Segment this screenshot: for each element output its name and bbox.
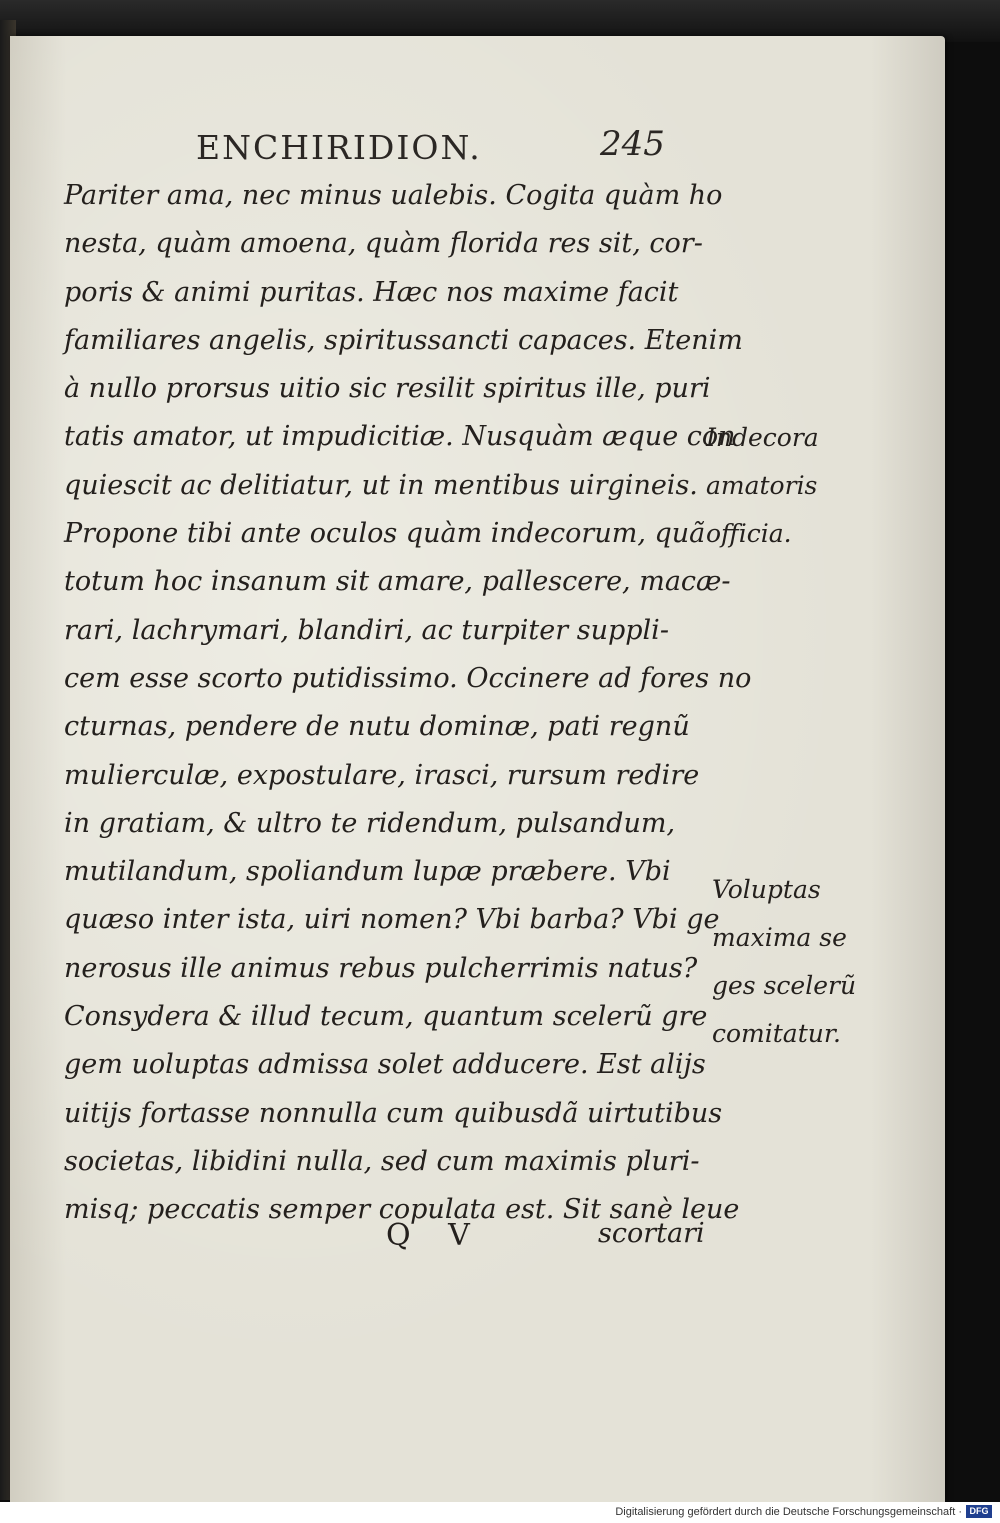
text-line: à nullo prorsus uitio sic resilit spiritus ille, puri	[64, 373, 711, 405]
text-line: mulierculæ, expostulare, irasci, rursum redire	[64, 759, 700, 791]
marginal-line: maxima se	[712, 923, 847, 952]
text-line: poris & animi puritas. Hæc nos maxime facit	[64, 276, 679, 308]
text-line: Consydera & illud tecum, quantum scelerũ gre	[64, 1001, 708, 1033]
text-line: uitijs fortasse nonnulla cum quibusdã uirtutibus	[64, 1097, 723, 1129]
text-line: Propone tibi ante oculos quàm indecorum, quã	[64, 518, 706, 550]
marginal-line: comitatur.	[712, 1019, 842, 1048]
marginal-line: ges scelerũ	[712, 971, 857, 1000]
marginal-line: amatoris	[706, 471, 818, 500]
running-title: ENCHIRIDION.	[196, 128, 482, 167]
text-line: nesta, quàm amoena, quàm florida res sit, cor-	[64, 228, 703, 260]
text-line: totum hoc insanum sit amare, pallescere, macæ-	[64, 566, 731, 598]
text-line: tatis amator, ut impudicitiæ. Nusquàm æque con	[64, 421, 736, 453]
text-line: societas, libidini nulla, sed cum maximis pluri-	[64, 1145, 700, 1177]
text-line: quiescit ac delitiatur, ut in mentibus uirgineis.	[64, 469, 698, 501]
text-line: gem uoluptas admissa solet adducere. Est alijs	[64, 1049, 706, 1081]
funding-credit: Digitalisierung gefördert durch die Deutsche Forschungsgemeinschaft ·	[615, 1506, 962, 1518]
page-number: 245	[600, 124, 665, 164]
marginal-note-voluptas	[712, 866, 856, 1058]
text-line: in gratiam, & ultro te ridendum, pulsandum,	[64, 807, 676, 839]
text-line: cturnas, pendere de nutu dominæ, pati regnũ	[64, 711, 690, 743]
signature-mark: Q V	[386, 1218, 484, 1253]
catchword: scortari	[598, 1218, 705, 1249]
marginal-note-indecora	[706, 414, 819, 558]
text-line: Pariter ama, nec minus ualebis. Cogita quàm ho	[64, 180, 723, 211]
text-line: cem esse scorto putidissimo. Occinere ad fores no	[64, 662, 752, 694]
text-line: mutilandum, spoliandum lupæ præbere. Vbi	[64, 856, 671, 888]
dfg-logo-icon: DFG	[966, 1505, 992, 1518]
text-line: nerosus ille animus rebus pulcherrimis natus?	[64, 952, 698, 984]
text-line: misq; peccatis semper copulata est. Sit sanè leue	[64, 1194, 740, 1226]
marginal-line: Voluptas	[712, 875, 821, 904]
text-line: rari, lachrymari, blandiri, ac turpiter suppli-	[64, 614, 669, 646]
marginal-line: Indecora	[706, 423, 819, 452]
marginal-line: officia.	[706, 519, 792, 548]
text-line: quæso inter ista, uiri nomen? Vbi barba? Vbi ge	[64, 904, 720, 936]
text-line: familiares angelis, spiritussancti capaces. Etenim	[64, 324, 743, 356]
